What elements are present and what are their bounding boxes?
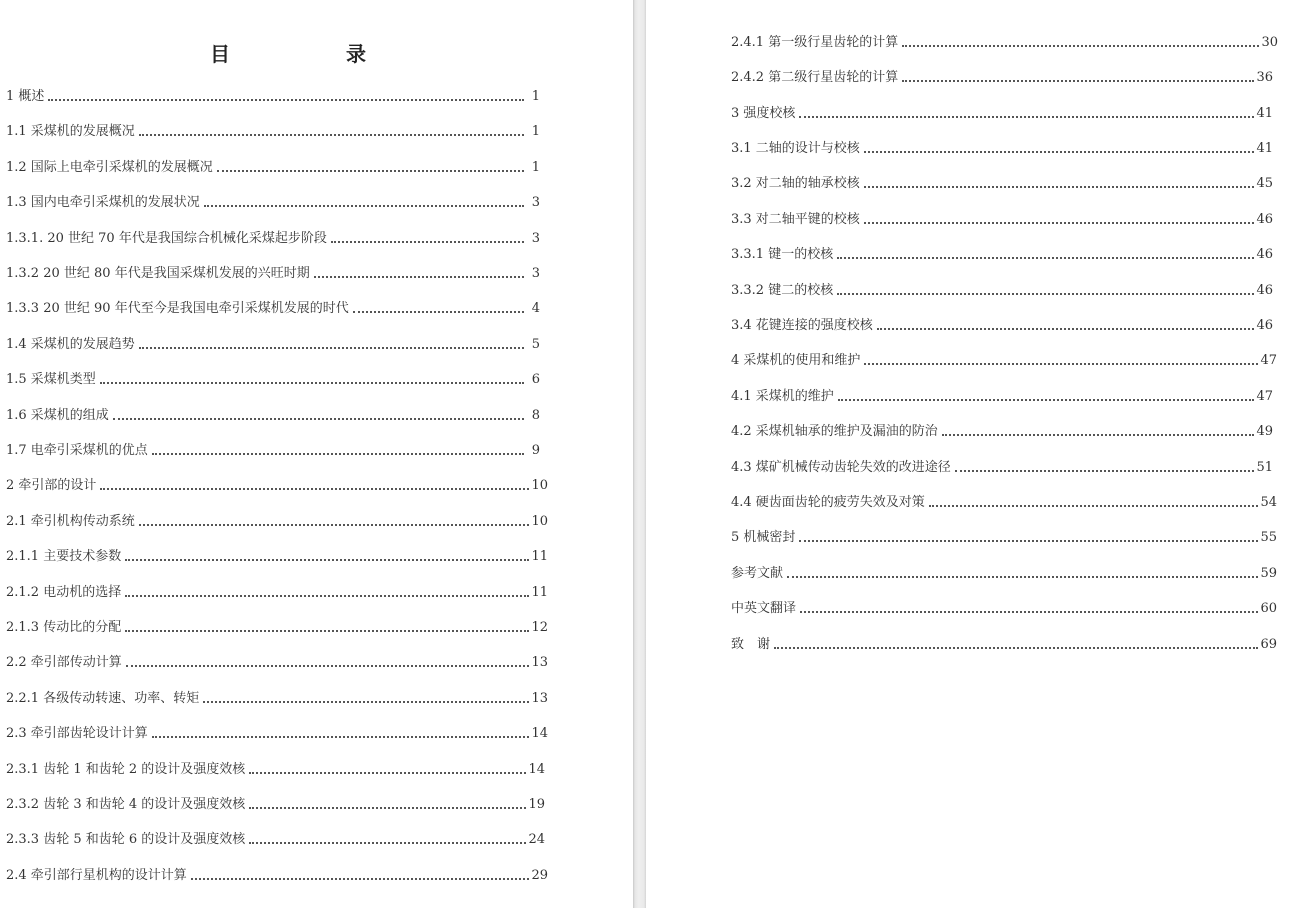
toc-page-number: 19 [528, 797, 545, 812]
toc-entry-text: 1.4 采煤机的发展趋势 [6, 337, 135, 352]
toc-leader [799, 116, 1254, 118]
toc-entry-text: 2.1 牵引机构传动系统 [6, 514, 135, 529]
toc-entry-text: 3.2 对二轴的轴承校核 [731, 176, 860, 191]
toc-leader [353, 311, 524, 313]
toc-entry[interactable] [6, 547, 548, 567]
toc-leader [864, 186, 1255, 188]
toc-entry-text: 1.3.1. 20 世纪 70 年代是我国综合机械化采煤起步阶段 [6, 231, 327, 246]
toc-leader [191, 878, 530, 880]
toc-page-number: 49 [1256, 424, 1273, 439]
toc-entry-text: 3 强度校核 [731, 106, 796, 121]
toc-entry-text: 2.4 牵引部行星机构的设计计算 [6, 868, 187, 883]
toc-page-number: 14 [531, 726, 548, 741]
toc-leader [877, 328, 1255, 330]
toc-leader [100, 382, 524, 384]
toc-entry-text: 2.3.1 齿轮 1 和齿轮 2 的设计及强度效核 [6, 762, 246, 777]
toc-entry-text: 1.3.2 20 世纪 80 年代是我国采煤机发展的兴旺时期 [6, 266, 310, 281]
toc-page-number: 10 [531, 478, 548, 493]
toc-leader [113, 418, 524, 420]
toc-leader [203, 701, 529, 703]
toc-entry[interactable] [6, 760, 545, 780]
toc-entry[interactable] [6, 229, 540, 249]
toc-entry[interactable] [6, 724, 548, 744]
toc-leader [864, 363, 1258, 365]
toc-entry[interactable] [6, 689, 548, 709]
toc-page-number: 41 [1256, 141, 1273, 156]
toc-leader [864, 222, 1255, 224]
toc-entry[interactable] [731, 387, 1273, 407]
toc-entry[interactable] [6, 335, 540, 355]
toc-entry[interactable] [6, 370, 540, 390]
toc-page-number: 10 [531, 514, 548, 529]
toc-entry[interactable] [6, 87, 540, 107]
toc-leader [249, 807, 526, 809]
toc-leader [929, 505, 1259, 507]
toc-entry[interactable] [6, 476, 548, 496]
toc-entry[interactable] [731, 493, 1277, 513]
toc-leader [125, 630, 529, 632]
toc-entry-text: 4.1 采煤机的维护 [731, 389, 834, 404]
toc-entry-text: 4.2 采煤机轴承的维护及漏油的防治 [731, 424, 938, 439]
toc-entry-text: 4 采煤机的使用和维护 [731, 353, 861, 368]
toc-page-number: 11 [531, 549, 548, 564]
toc-entry[interactable] [731, 422, 1273, 442]
toc-leader [139, 134, 524, 136]
toc-page-number: 4 [531, 301, 540, 316]
toc-leader [864, 151, 1255, 153]
left-document-page [0, 0, 633, 908]
toc-leader [838, 399, 1255, 401]
toc-page-number: 46 [1256, 283, 1273, 298]
toc-entry[interactable] [731, 599, 1277, 619]
toc-page-number: 55 [1260, 530, 1277, 545]
toc-page-number: 51 [1256, 460, 1273, 475]
toc-entry[interactable] [731, 104, 1273, 124]
toc-page-number: 6 [531, 372, 540, 387]
toc-entry[interactable] [731, 316, 1273, 336]
toc-page-number: 5 [531, 337, 540, 352]
toc-page-number: 59 [1260, 566, 1277, 581]
toc-page-number: 47 [1256, 389, 1273, 404]
toc-page-number: 69 [1260, 637, 1277, 652]
toc-entry[interactable] [6, 866, 548, 886]
toc-entry-text: 3.3.1 键一的校核 [731, 247, 834, 262]
toc-entry[interactable] [6, 618, 548, 638]
toc-entry[interactable] [731, 635, 1277, 655]
toc-page-number: 9 [531, 443, 540, 458]
toc-leader [48, 99, 524, 101]
toc-leader [799, 540, 1258, 542]
toc-leader [314, 276, 524, 278]
toc-entry-text: 2.1.2 电动机的选择 [6, 585, 122, 600]
toc-leader [152, 453, 524, 455]
toc-leader [249, 772, 526, 774]
toc-entry[interactable] [6, 193, 540, 213]
toc-entry-text: 3.3.2 键二的校核 [731, 283, 834, 298]
toc-entry-text: 参考文献 [731, 566, 784, 581]
toc-entry[interactable] [731, 528, 1277, 548]
toc-page-number: 60 [1260, 601, 1277, 616]
toc-entry[interactable] [6, 583, 548, 603]
toc-page-number: 1 [531, 89, 540, 104]
toc-entry-text: 4.4 硬齿面齿轮的疲劳失效及对策 [731, 495, 925, 510]
toc-page-number: 46 [1256, 318, 1273, 333]
toc-page-number: 29 [531, 868, 548, 883]
toc-page-number: 13 [531, 691, 548, 706]
toc-entry-text: 2.2.1 各级传动转速、功率、转矩 [6, 691, 200, 706]
toc-page-number: 41 [1256, 106, 1273, 121]
toc-leader [787, 576, 1258, 578]
toc-leader [837, 293, 1254, 295]
toc-entry[interactable] [6, 122, 540, 142]
toc-title: 目 录 [210, 42, 414, 66]
toc-entry-text: 2.3.2 齿轮 3 和齿轮 4 的设计及强度效核 [6, 797, 246, 812]
toc-page-number: 30 [1261, 35, 1278, 50]
toc-page-number: 47 [1260, 353, 1277, 368]
toc-entry-text: 4.3 煤矿机械传动齿轮失效的改进途径 [731, 460, 951, 475]
toc-leader [139, 524, 530, 526]
toc-entry-text: 2.3 牵引部齿轮设计计算 [6, 726, 148, 741]
toc-page-number: 3 [531, 266, 540, 281]
toc-entry[interactable] [731, 245, 1273, 265]
toc-leader [942, 434, 1255, 436]
toc-entry-text: 3.3 对二轴平键的校核 [731, 212, 860, 227]
toc-entry-text: 3.1 二轴的设计与校核 [731, 141, 860, 156]
toc-page-number: 54 [1260, 495, 1277, 510]
toc-entry[interactable] [731, 139, 1273, 159]
toc-leader [902, 80, 1254, 82]
toc-entry[interactable] [731, 174, 1273, 194]
toc-entry-text: 3.4 花键连接的强度校核 [731, 318, 873, 333]
toc-page-number: 8 [531, 408, 540, 423]
toc-entry[interactable] [6, 406, 540, 426]
toc-leader [139, 347, 524, 349]
toc-entry-text: 1.7 电牵引采煤机的优点 [6, 443, 148, 458]
toc-entry-text: 1.3 国内电牵引采煤机的发展状况 [6, 195, 200, 210]
right-document-page [646, 0, 1289, 908]
toc-entry-text: 2.4.1 第一级行星齿轮的计算 [731, 35, 899, 50]
toc-page-number: 11 [531, 585, 548, 600]
toc-leader [902, 45, 1259, 47]
toc-entry-text: 2.1.3 传动比的分配 [6, 620, 122, 635]
toc-leader [126, 665, 530, 667]
toc-entry[interactable] [6, 264, 540, 284]
toc-leader [217, 170, 524, 172]
toc-entry-text: 2 牵引部的设计 [6, 478, 97, 493]
toc-entry[interactable] [6, 158, 540, 178]
toc-page-number: 1 [531, 160, 540, 175]
toc-leader [152, 736, 530, 738]
page-gutter [633, 0, 646, 908]
toc-entry[interactable] [731, 458, 1273, 478]
toc-entry[interactable] [6, 795, 545, 815]
toc-entry[interactable] [6, 299, 540, 319]
toc-entry[interactable] [731, 210, 1273, 230]
toc-entry-text: 1.3.3 20 世纪 90 年代至今是我国电牵引采煤机发展的时代 [6, 301, 349, 316]
toc-entry[interactable] [6, 441, 540, 461]
toc-entry[interactable] [6, 830, 545, 850]
toc-entry-text: 致 谢 [731, 637, 771, 652]
toc-leader [100, 488, 529, 490]
toc-leader [774, 647, 1258, 649]
toc-page-number: 12 [531, 620, 548, 635]
toc-leader [331, 241, 524, 243]
toc-entry-text: 2.1.1 主要技术参数 [6, 549, 122, 564]
toc-entry[interactable] [6, 512, 548, 532]
toc-leader [125, 559, 529, 561]
toc-page-number: 24 [528, 832, 545, 847]
toc-entry-text: 2.4.2 第二级行星齿轮的计算 [731, 70, 899, 85]
toc-leader [125, 595, 529, 597]
toc-leader [249, 842, 526, 844]
toc-page-number: 46 [1256, 247, 1273, 262]
toc-entry-text: 1 概述 [6, 89, 45, 104]
toc-leader [800, 611, 1258, 613]
toc-entry[interactable] [731, 564, 1277, 584]
toc-entry[interactable] [731, 281, 1273, 301]
toc-leader [955, 470, 1255, 472]
toc-page-number: 13 [531, 655, 548, 670]
toc-entry[interactable] [731, 68, 1273, 88]
toc-page-number: 14 [528, 762, 545, 777]
toc-page-number: 3 [531, 231, 540, 246]
toc-page-number: 36 [1256, 70, 1273, 85]
toc-page-number: 3 [531, 195, 540, 210]
toc-entry-text: 2.2 牵引部传动计算 [6, 655, 122, 670]
toc-entry-text: 1.1 采煤机的发展概况 [6, 124, 135, 139]
toc-entry-text: 中英文翻译 [731, 601, 797, 616]
toc-entry-text: 1.2 国际上电牵引采煤机的发展概况 [6, 160, 213, 175]
toc-entry-text: 1.5 采煤机类型 [6, 372, 96, 387]
toc-entry-text: 2.3.3 齿轮 5 和齿轮 6 的设计及强度效核 [6, 832, 246, 847]
toc-leader [204, 205, 524, 207]
toc-entry-text: 5 机械密封 [731, 530, 796, 545]
toc-page-number: 1 [531, 124, 540, 139]
toc-entry[interactable] [6, 653, 548, 673]
toc-entry-text: 1.6 采煤机的组成 [6, 408, 109, 423]
toc-leader [837, 257, 1254, 259]
toc-entry[interactable] [731, 351, 1277, 371]
toc-entry[interactable] [731, 33, 1278, 53]
toc-page-number: 45 [1256, 176, 1273, 191]
toc-page-number: 46 [1256, 212, 1273, 227]
